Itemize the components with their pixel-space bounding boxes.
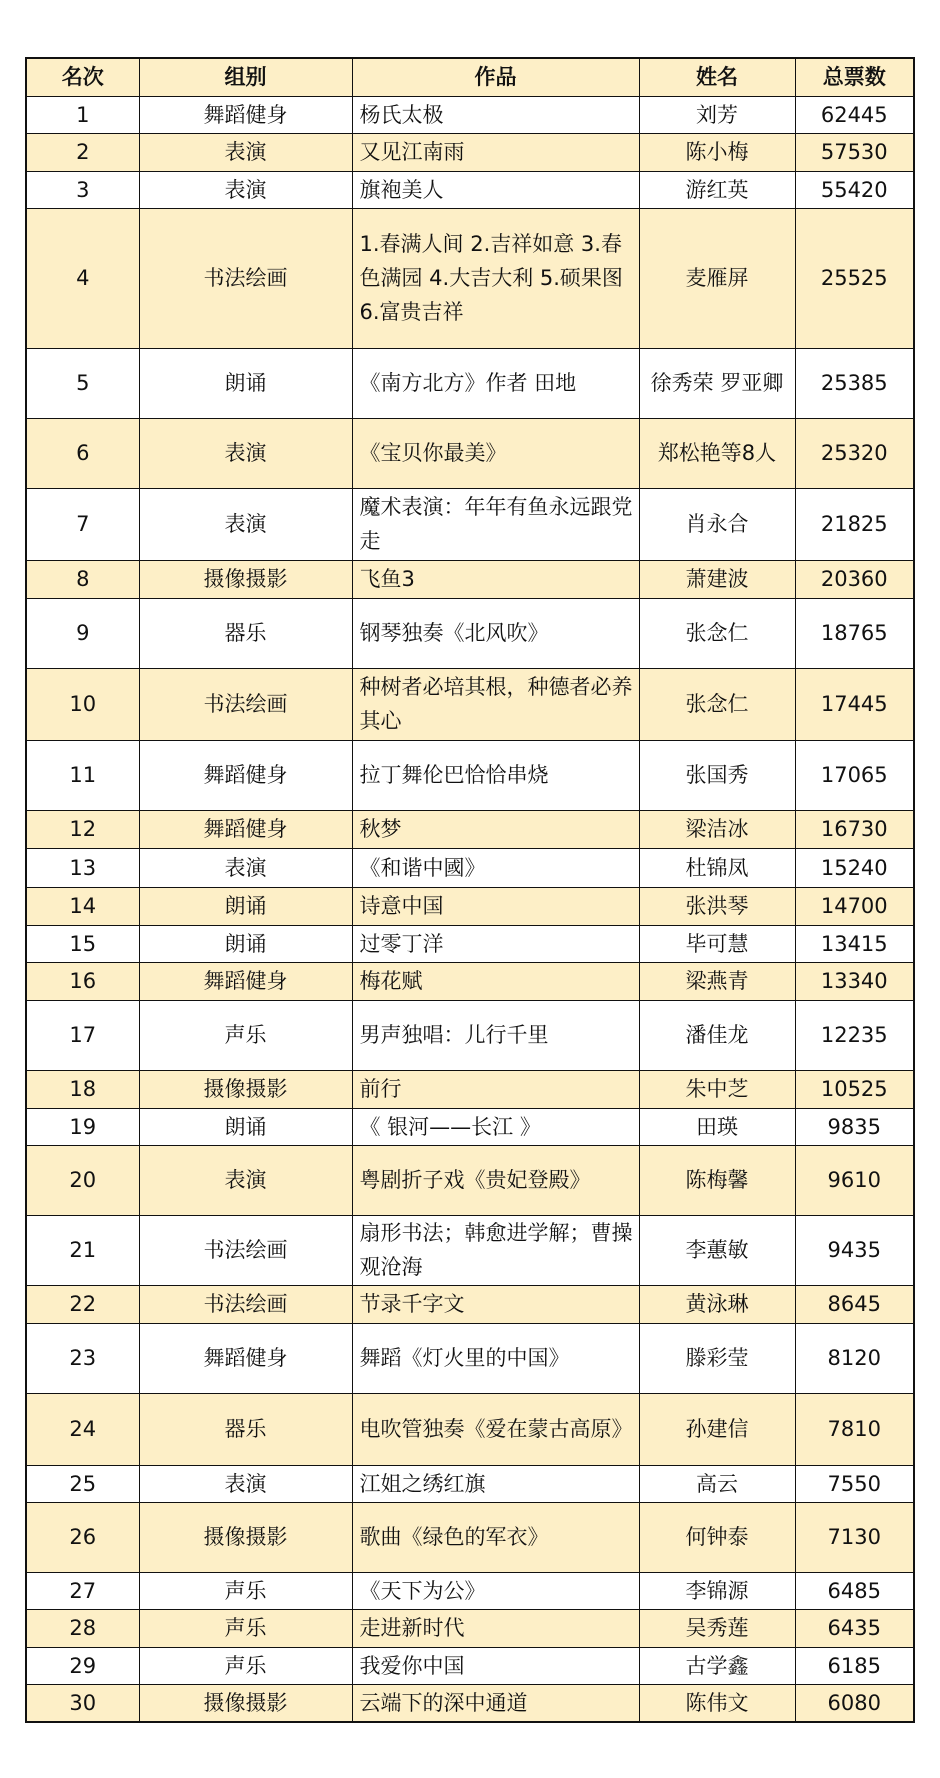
header-work: 作品 (352, 58, 639, 96)
work-cell: 江姐之绣红旗 (352, 1465, 639, 1502)
votes-cell: 57530 (795, 133, 914, 171)
votes-cell: 9610 (795, 1145, 914, 1215)
table-row (26, 598, 914, 668)
votes-cell: 17065 (795, 740, 914, 810)
name-cell: 张国秀 (639, 740, 795, 810)
votes-cell: 10525 (795, 1070, 914, 1108)
rank-cell: 8 (26, 560, 139, 598)
work-cell: 电吹管独奏《爱在蒙古高原》 (352, 1393, 639, 1465)
work-cell: 舞蹈《灯火里的中国》 (352, 1323, 639, 1393)
table-row (26, 1215, 914, 1285)
work-cell: 扇形书法；韩愈进学解；曹操观沧海 (352, 1215, 639, 1285)
table-row (26, 96, 914, 133)
rank-cell: 11 (26, 740, 139, 810)
group-cell: 表演 (139, 133, 352, 171)
votes-cell: 8120 (795, 1323, 914, 1393)
name-cell: 梁洁冰 (639, 810, 795, 848)
rank-cell: 24 (26, 1393, 139, 1465)
group-cell: 表演 (139, 418, 352, 488)
group-cell: 摄像摄影 (139, 1684, 352, 1722)
rank-cell: 4 (26, 208, 139, 348)
group-cell: 表演 (139, 488, 352, 560)
votes-cell: 62445 (795, 96, 914, 133)
name-cell: 滕彩莹 (639, 1323, 795, 1393)
name-cell: 梁燕青 (639, 962, 795, 1000)
group-cell: 摄像摄影 (139, 1070, 352, 1108)
group-cell: 朗诵 (139, 348, 352, 418)
name-cell: 徐秀荣 罗亚卿 (639, 348, 795, 418)
work-cell: 梅花赋 (352, 962, 639, 1000)
rank-cell: 16 (26, 962, 139, 1000)
rank-cell: 6 (26, 418, 139, 488)
group-cell: 器乐 (139, 598, 352, 668)
table-row (26, 810, 914, 848)
rank-cell: 15 (26, 925, 139, 962)
work-cell: 云端下的深中通道 (352, 1684, 639, 1722)
votes-cell: 9435 (795, 1215, 914, 1285)
rank-cell: 20 (26, 1145, 139, 1215)
table-row (26, 740, 914, 810)
work-cell: 魔术表演：年年有鱼永远跟党走 (352, 488, 639, 560)
group-cell: 声乐 (139, 1000, 352, 1070)
name-cell: 杜锦凤 (639, 848, 795, 887)
name-cell: 游红英 (639, 171, 795, 208)
header-votes: 总票数 (795, 58, 914, 96)
table-row (26, 418, 914, 488)
rank-cell: 26 (26, 1502, 139, 1572)
rank-cell: 12 (26, 810, 139, 848)
votes-cell: 13415 (795, 925, 914, 962)
name-cell: 何钟泰 (639, 1502, 795, 1572)
work-cell: 男声独唱：儿行千里 (352, 1000, 639, 1070)
table-row (26, 962, 914, 1000)
votes-cell: 8645 (795, 1285, 914, 1323)
table-row (26, 171, 914, 208)
work-cell: 拉丁舞伦巴恰恰串烧 (352, 740, 639, 810)
name-cell: 陈小梅 (639, 133, 795, 171)
table-row (26, 1070, 914, 1108)
group-cell: 舞蹈健身 (139, 96, 352, 133)
group-cell: 声乐 (139, 1647, 352, 1684)
group-cell: 表演 (139, 171, 352, 208)
group-cell: 书法绘画 (139, 1285, 352, 1323)
work-cell: 节录千字文 (352, 1285, 639, 1323)
name-cell: 张洪琴 (639, 887, 795, 925)
group-cell: 舞蹈健身 (139, 962, 352, 1000)
votes-cell: 20360 (795, 560, 914, 598)
header-name: 姓名 (639, 58, 795, 96)
rank-cell: 10 (26, 668, 139, 740)
rank-cell: 1 (26, 96, 139, 133)
work-cell: 旗袍美人 (352, 171, 639, 208)
table-row (26, 1684, 914, 1722)
votes-cell: 18765 (795, 598, 914, 668)
group-cell: 声乐 (139, 1572, 352, 1609)
table-row (26, 1285, 914, 1323)
table-row (26, 560, 914, 598)
name-cell: 张念仁 (639, 668, 795, 740)
group-cell: 书法绘画 (139, 208, 352, 348)
rank-cell: 3 (26, 171, 139, 208)
rank-cell: 9 (26, 598, 139, 668)
table-row (26, 348, 914, 418)
votes-cell: 25385 (795, 348, 914, 418)
rank-cell: 17 (26, 1000, 139, 1070)
name-cell: 孙建信 (639, 1393, 795, 1465)
votes-cell: 6185 (795, 1647, 914, 1684)
table-row (26, 1323, 914, 1393)
votes-cell: 6435 (795, 1609, 914, 1647)
table-row (26, 488, 914, 560)
name-cell: 麦雁屏 (639, 208, 795, 348)
header-rank: 名次 (26, 58, 139, 96)
name-cell: 毕可慧 (639, 925, 795, 962)
rank-cell: 21 (26, 1215, 139, 1285)
name-cell: 郑松艳等8人 (639, 418, 795, 488)
name-cell: 肖永合 (639, 488, 795, 560)
work-cell: 飞鱼3 (352, 560, 639, 598)
name-cell: 刘芳 (639, 96, 795, 133)
header-group: 组别 (139, 58, 352, 96)
name-cell: 高云 (639, 1465, 795, 1502)
group-cell: 朗诵 (139, 925, 352, 962)
votes-cell: 13340 (795, 962, 914, 1000)
name-cell: 潘佳龙 (639, 1000, 795, 1070)
votes-cell: 16730 (795, 810, 914, 848)
work-cell: 诗意中国 (352, 887, 639, 925)
table-row (26, 133, 914, 171)
work-cell: 钢琴独奏《北风吹》 (352, 598, 639, 668)
rank-cell: 30 (26, 1684, 139, 1722)
votes-cell: 9835 (795, 1108, 914, 1145)
work-cell: 种树者必培其根，种德者必养其心 (352, 668, 639, 740)
rank-cell: 22 (26, 1285, 139, 1323)
group-cell: 器乐 (139, 1393, 352, 1465)
work-cell: 秋梦 (352, 810, 639, 848)
table-row (26, 1393, 914, 1465)
rank-cell: 29 (26, 1647, 139, 1684)
work-cell: 《天下为公》 (352, 1572, 639, 1609)
votes-cell: 7810 (795, 1393, 914, 1465)
votes-cell: 7130 (795, 1502, 914, 1572)
name-cell: 古学鑫 (639, 1647, 795, 1684)
name-cell: 李锦源 (639, 1572, 795, 1609)
work-cell: 过零丁洋 (352, 925, 639, 962)
name-cell: 田瑛 (639, 1108, 795, 1145)
work-cell: 杨氏太极 (352, 96, 639, 133)
votes-cell: 6080 (795, 1684, 914, 1722)
group-cell: 舞蹈健身 (139, 1323, 352, 1393)
rank-cell: 14 (26, 887, 139, 925)
rank-cell: 27 (26, 1572, 139, 1609)
group-cell: 书法绘画 (139, 668, 352, 740)
work-cell: 又见江南雨 (352, 133, 639, 171)
table-row (26, 1108, 914, 1145)
work-cell: 歌曲《绿色的军衣》 (352, 1502, 639, 1572)
votes-cell: 55420 (795, 171, 914, 208)
votes-cell: 15240 (795, 848, 914, 887)
table-row (26, 208, 914, 348)
name-cell: 陈梅馨 (639, 1145, 795, 1215)
work-cell: 我爱你中国 (352, 1647, 639, 1684)
rank-cell: 2 (26, 133, 139, 171)
votes-cell: 21825 (795, 488, 914, 560)
table-row (26, 848, 914, 887)
votes-cell: 25525 (795, 208, 914, 348)
group-cell: 舞蹈健身 (139, 740, 352, 810)
name-cell: 张念仁 (639, 598, 795, 668)
table-row (26, 1572, 914, 1609)
name-cell: 陈伟文 (639, 1684, 795, 1722)
group-cell: 声乐 (139, 1609, 352, 1647)
votes-cell: 7550 (795, 1465, 914, 1502)
work-cell: 1.春满人间 2.吉祥如意 3.春色满园 4.大吉大利 5.硕果图 6.富贵吉祥 (352, 208, 639, 348)
rank-cell: 28 (26, 1609, 139, 1647)
group-cell: 表演 (139, 1465, 352, 1502)
work-cell: 《南方北方》作者 田地 (352, 348, 639, 418)
table-row (26, 1502, 914, 1572)
table-row (26, 1465, 914, 1502)
group-cell: 表演 (139, 1145, 352, 1215)
votes-cell: 14700 (795, 887, 914, 925)
rank-cell: 18 (26, 1070, 139, 1108)
group-cell: 摄像摄影 (139, 560, 352, 598)
ranking-table (25, 57, 915, 1723)
table-row (26, 1647, 914, 1684)
group-cell: 舞蹈健身 (139, 810, 352, 848)
work-cell: 《宝贝你最美》 (352, 418, 639, 488)
rank-cell: 23 (26, 1323, 139, 1393)
group-cell: 朗诵 (139, 887, 352, 925)
table-row (26, 925, 914, 962)
table-row (26, 1145, 914, 1215)
votes-cell: 12235 (795, 1000, 914, 1070)
work-cell: 《和谐中國》 (352, 848, 639, 887)
group-cell: 朗诵 (139, 1108, 352, 1145)
rank-cell: 7 (26, 488, 139, 560)
votes-cell: 17445 (795, 668, 914, 740)
group-cell: 书法绘画 (139, 1215, 352, 1285)
group-cell: 摄像摄影 (139, 1502, 352, 1572)
name-cell: 吴秀莲 (639, 1609, 795, 1647)
table-row (26, 1000, 914, 1070)
table-row (26, 1609, 914, 1647)
rank-cell: 13 (26, 848, 139, 887)
name-cell: 李蕙敏 (639, 1215, 795, 1285)
rank-cell: 19 (26, 1108, 139, 1145)
table-row (26, 887, 914, 925)
work-cell: 走进新时代 (352, 1609, 639, 1647)
header-row (26, 58, 914, 96)
name-cell: 萧建波 (639, 560, 795, 598)
votes-cell: 25320 (795, 418, 914, 488)
group-cell: 表演 (139, 848, 352, 887)
work-cell: 粤剧折子戏《贵妃登殿》 (352, 1145, 639, 1215)
rank-cell: 25 (26, 1465, 139, 1502)
work-cell: 《 银河——长江 》 (352, 1108, 639, 1145)
name-cell: 朱中芝 (639, 1070, 795, 1108)
votes-cell: 6485 (795, 1572, 914, 1609)
work-cell: 前行 (352, 1070, 639, 1108)
rank-cell: 5 (26, 348, 139, 418)
table-row (26, 668, 914, 740)
name-cell: 黄泳琳 (639, 1285, 795, 1323)
